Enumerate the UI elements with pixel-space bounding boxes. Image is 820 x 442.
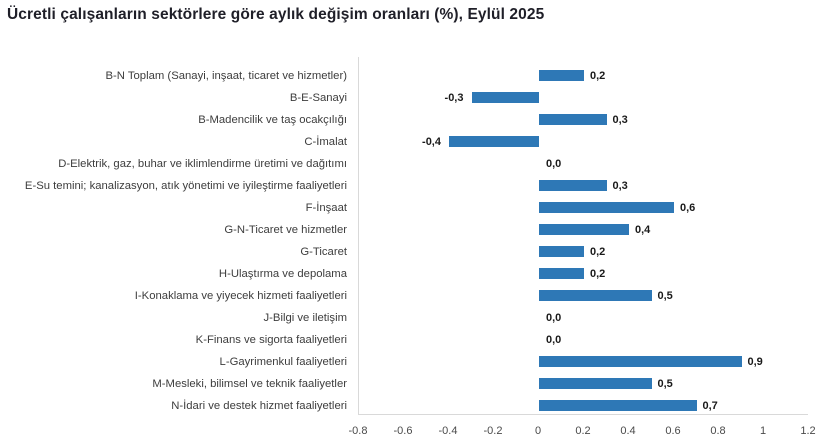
bar [539,290,652,301]
bar [539,268,584,279]
bar [539,224,629,235]
category-label: C-İmalat [304,135,347,148]
x-tick-label: -0.4 [438,425,458,437]
x-tick-label: -0.6 [393,425,413,437]
x-tick-label: 1 [759,425,767,437]
category-label: F-İnşaat [305,201,347,214]
bar [539,246,584,257]
value-label: 0,9 [747,355,763,368]
value-label: 0,3 [612,113,628,126]
category-label: H-Ulaştırma ve depolama [218,267,347,280]
x-tick-label: 0.8 [710,425,726,437]
x-tick-label: -0.8 [348,425,368,437]
category-label: G-N-Ticaret ve hizmetler [224,223,347,236]
value-label: 0,0 [546,157,562,170]
category-label: B-Madencilik ve taş ocakçılığı [198,113,347,126]
category-label: E-Su temini; kanalizasyon, atık yönetimi ve iyileştirme faaliyetleri [24,179,347,192]
category-label: B-E-Sanayi [289,91,347,104]
bar [472,92,540,103]
value-label: 0,3 [612,179,628,192]
value-label: -0,4 [422,135,441,148]
bar [539,114,607,125]
bar [539,400,697,411]
value-label: 0,5 [657,377,673,390]
category-label: B-N Toplam (Sanayi, inşaat, ticaret ve hizmetler) [105,69,347,82]
category-label: N-İdari ve destek hizmet faaliyetleri [171,399,347,412]
value-label: 0,4 [635,223,651,236]
bar [539,180,607,191]
value-label: 0,0 [546,333,562,346]
x-tick-label: 0 [534,425,542,437]
x-tick-label: 0.4 [620,425,636,437]
value-label: 0,0 [546,311,562,324]
value-label: 0,6 [680,201,696,214]
value-label: 0,2 [590,69,606,82]
bar [539,70,584,81]
value-label: 0,5 [657,289,673,302]
category-label: G-Ticaret [300,245,347,258]
category-label: L-Gayrimenkul faaliyetleri [219,355,347,368]
bar [539,378,652,389]
value-label: 0,2 [590,245,606,258]
value-label: -0,3 [444,91,464,104]
bar [539,202,674,213]
category-label: D-Elektrik, gaz, buhar ve iklimlendirme üretimi ve dağıtımı [58,157,347,170]
category-label: M-Mesleki, bilimsel ve teknik faaliyetler [152,377,347,390]
x-tick-label: 0.6 [665,425,681,437]
bar [539,356,742,367]
x-tick-label: -0.2 [483,425,503,437]
x-tick-label: 1.2 [800,425,816,437]
category-label: J-Bilgi ve iletişim [263,311,347,324]
category-label: I-Konaklama ve yiyecek hizmeti faaliyetleri [134,289,347,302]
plot-area [358,57,808,415]
category-label: K-Finans ve sigorta faaliyetleri [195,333,347,346]
value-label: 0,7 [702,399,718,412]
bar [449,136,539,147]
value-label: 0,2 [590,267,606,280]
chart-title: Ücretli çalışanların sektörlere göre aylık değişim oranları (%), Eylül 2025 [7,6,545,23]
x-tick-label: 0.2 [575,425,591,437]
